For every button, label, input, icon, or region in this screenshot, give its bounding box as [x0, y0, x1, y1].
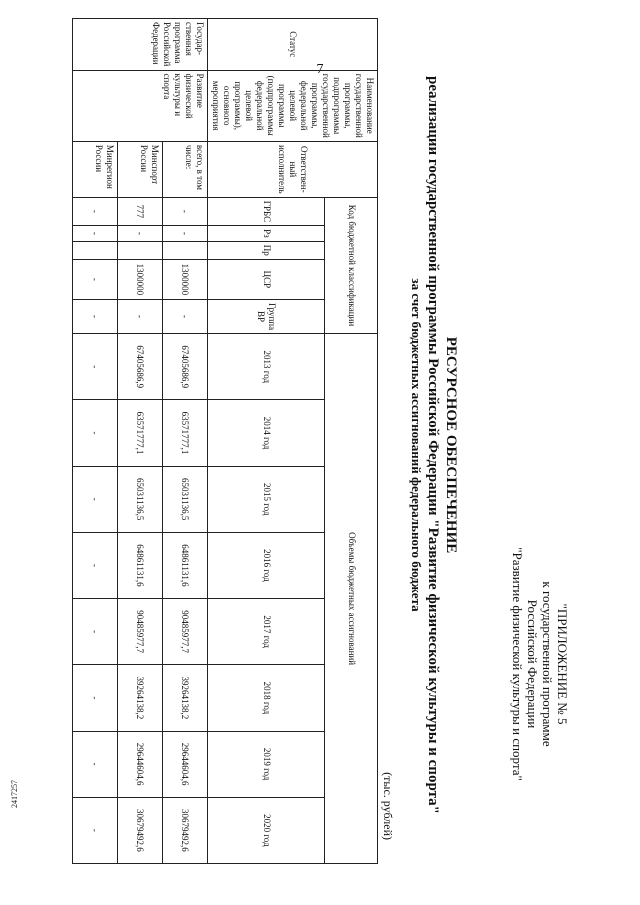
header-grbs: ГРБС	[208, 197, 325, 225]
value-cell: -	[73, 334, 118, 400]
value-cell: -	[73, 599, 118, 665]
value-cell: 67405686,9	[163, 334, 208, 400]
table-row	[73, 19, 118, 864]
vr-cell: -	[118, 299, 163, 333]
grbs-cell: -	[73, 197, 118, 225]
value-cell: 64861131,6	[163, 532, 208, 598]
title-main: РЕСУРСНОЕ ОБЕСПЕЧЕНИЕ	[443, 336, 459, 554]
rz-cell: -	[163, 226, 208, 242]
title-subtitle-2: за счет бюджетных ассигнований федерального бюджета	[409, 278, 424, 612]
value-cell: 30679492,6	[163, 797, 208, 863]
header-csr: ЦСР	[208, 259, 325, 299]
header-year: 2020 год	[208, 797, 325, 863]
header-year: 2019 год	[208, 731, 325, 797]
header-year: 2014 год	[208, 400, 325, 466]
header-rz: Рз	[208, 226, 325, 242]
header-pr: Пр	[208, 241, 325, 259]
value-cell: 29644604,6	[163, 731, 208, 797]
value-cell: 67405686,9	[118, 334, 163, 400]
rz-cell: -	[73, 226, 118, 242]
csr-cell: -	[73, 259, 118, 299]
grbs-cell: 777	[118, 197, 163, 225]
value-cell: 30679492,6	[118, 797, 163, 863]
annex-line-2: к государственной программе	[540, 581, 555, 747]
header-year: 2015 год	[208, 466, 325, 532]
table-row	[163, 19, 208, 864]
vr-cell: -	[73, 299, 118, 333]
value-cell: -	[73, 797, 118, 863]
document-title	[408, 10, 460, 880]
value-cell: -	[73, 400, 118, 466]
vr-cell: -	[163, 299, 208, 333]
header-status: Статус	[208, 19, 378, 71]
executor-cell: всего, в том числе:	[163, 141, 208, 197]
pr-cell	[118, 241, 163, 259]
csr-cell: 1300000	[118, 259, 163, 299]
value-cell: -	[73, 665, 118, 731]
pr-cell	[73, 241, 118, 259]
grbs-cell: -	[163, 197, 208, 225]
annex-line-1: "ПРИЛОЖЕНИЕ № 5	[555, 603, 570, 725]
header-year: 2018 год	[208, 665, 325, 731]
value-cell: 63571777,1	[163, 400, 208, 466]
page-number: 7	[316, 62, 324, 77]
annex-line-3: Российской Федерации	[525, 599, 540, 729]
status-cell: Государ-ственная программа Российской Федерации	[73, 19, 208, 71]
annex-line-4: "Развитие физической культуры и спорта"	[510, 547, 525, 781]
value-cell: 65031136,5	[163, 466, 208, 532]
value-cell: 39264138,2	[118, 665, 163, 731]
document-id: 2417257	[10, 780, 19, 808]
executor-cell: Минрегион России	[73, 141, 118, 197]
header-year: 2017 год	[208, 599, 325, 665]
value-cell: -	[73, 532, 118, 598]
value-cell: 90485977,7	[118, 599, 163, 665]
executor-cell: Минспорт России	[118, 141, 163, 197]
value-cell: 63571777,1	[118, 400, 163, 466]
rz-cell: -	[118, 226, 163, 242]
title-subtitle: реализации государственной программы Российской Федерации "Развитие физической культуры и спорта"	[425, 76, 441, 814]
header-volumes: Объемы бюджетных ассигнований	[325, 334, 378, 864]
value-cell: 29644604,6	[118, 731, 163, 797]
value-cell: -	[73, 731, 118, 797]
rotated-sheet	[40, 10, 600, 880]
program-name-cell: Развитие физической культуры и спорта	[73, 70, 208, 141]
header-executor: Ответствен-ный исполнитель	[208, 141, 378, 197]
value-cell: 64861131,6	[118, 532, 163, 598]
header-year: 2016 год	[208, 532, 325, 598]
value-cell: 90485977,7	[163, 599, 208, 665]
header-year: 2013 год	[208, 334, 325, 400]
header-budget-code: Код бюджетной классификации	[325, 197, 378, 333]
csr-cell: 1300000	[163, 259, 208, 299]
header-name: Наименование государственной программы, подпрограммы государственной программы, федеральной целевой программы (подпрограммы федеральной целевой программы), основного мероприятия	[208, 70, 378, 141]
units-label: (тыс. рублей)	[381, 772, 395, 840]
pr-cell	[163, 241, 208, 259]
value-cell: -	[73, 466, 118, 532]
value-cell: 39264138,2	[163, 665, 208, 731]
table-row	[118, 19, 163, 864]
header-vr: Группа ВР	[208, 299, 325, 333]
value-cell: 65031136,5	[118, 466, 163, 532]
budget-table	[72, 18, 378, 864]
annex-heading	[510, 514, 570, 814]
